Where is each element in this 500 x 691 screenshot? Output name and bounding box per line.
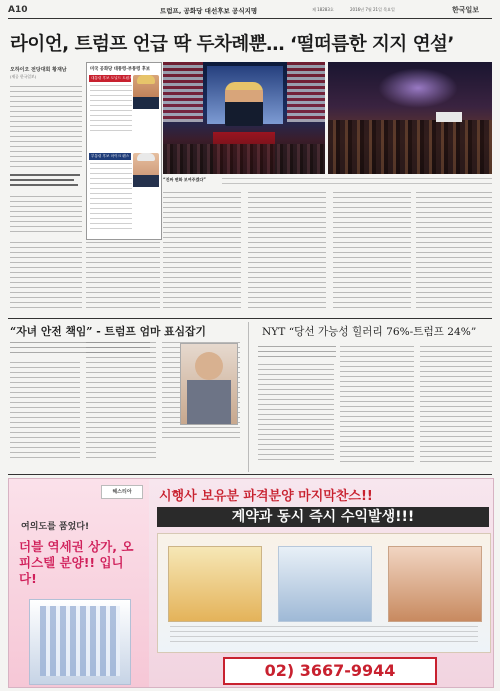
article-body-col2 [163,192,241,312]
subhead-left: “자녀 안전 책임” - 트럼프 엄마 표심잡기 [10,325,206,338]
ad-right-panel [153,479,493,687]
ad-image-tile-2 [278,546,372,622]
photo-crowd [163,144,325,174]
ad-image-tile-1 [168,546,262,622]
pres-label: 대통령 후보 도널드 트럼프 [91,76,133,80]
vp-label: 부통령 후보 마이크 펜스 [91,154,130,158]
ad-subtitle: 계약과 동시 즉시 수익발생!!! [231,509,415,525]
lower-right-col3 [420,346,492,462]
side-photo-crowd [328,120,492,174]
ad-visual-area [157,533,491,653]
pence-portrait [133,153,159,187]
ad-company: 헤스티아 [112,489,132,495]
pres-info-lines [90,85,132,131]
issue-number: 제 18283호 [312,7,334,12]
ad-subtitle-box [157,507,489,527]
article-body-col1-bottom [10,242,82,312]
lower-right-col1 [258,364,334,462]
lower-left-photo [180,343,238,425]
advertisement [8,478,494,688]
vp-label-bar [89,153,131,160]
main-headline: 라이언, 트럼프 언급 딱 두차례뿐… ‘떨떠름한 지지 연설’ [10,34,454,55]
ad-brand-logo [101,485,143,499]
side-photo-sign [436,112,462,122]
ad-left-text: 여의도를 품었다! [21,522,90,532]
ad-phone: 02) 3667-9944 [264,661,396,680]
side-photo [328,62,492,174]
photo-flag-right [287,62,325,122]
pres-label-bar [89,75,131,82]
photo-flag-left [163,62,203,122]
article-body-col3 [248,192,326,312]
lower-right-col2 [340,346,414,462]
article-subhead [10,170,82,192]
vp-info-lines [90,163,132,233]
subhead-right: NYT “당선 가능성 힐러리 76%-트럼프 24%” [262,326,477,338]
lower-left-col1 [10,362,80,462]
byline-sub: (제공 한국일보) [10,74,37,79]
date: 2016년 7월 21일 목요일 [350,7,395,12]
brand-logo: 한국일보 [452,6,480,14]
ad-left-panel [9,479,149,687]
ad-building [29,599,131,685]
lower-right-intro [258,346,336,360]
header-rule [8,18,492,19]
section-divider [8,318,492,319]
section-title: 트럼프, 공화당 대선후보 공식지명 [160,7,258,15]
ad-title: 시행사 보유분 파격분양 마지막찬스!! [159,489,373,504]
main-photo [163,62,325,174]
photo-caption-text [222,178,492,188]
photo-caption-lead: “진짜 변화 보여주겠다” [163,177,206,182]
photo-speaker [225,82,263,126]
ad-divider [8,474,492,475]
ad-fineprint [170,626,478,646]
article-body-col5 [416,192,492,312]
side-photo-stage-light [378,68,458,108]
page-number: A10 [8,5,28,15]
article-body-col1b [86,242,160,312]
lower-left-col2 [86,342,156,462]
profile-card [86,62,162,240]
byline-name: 오하이오 전당대회 황재남 [10,67,67,73]
ad-phone-box [223,657,437,685]
article-body-col4 [333,192,411,312]
trump-portrait [133,75,159,109]
profile-card-title: 미국 공화당 대통령·부통령 후보 [90,67,151,72]
article-body-col1-top [10,86,82,236]
ad-image-tile-3 [388,546,482,622]
ad-left-big: 더블 역세권 상가, 오피스텔 분양!! 입니다! [19,539,134,586]
lower-column-divider [248,322,249,472]
